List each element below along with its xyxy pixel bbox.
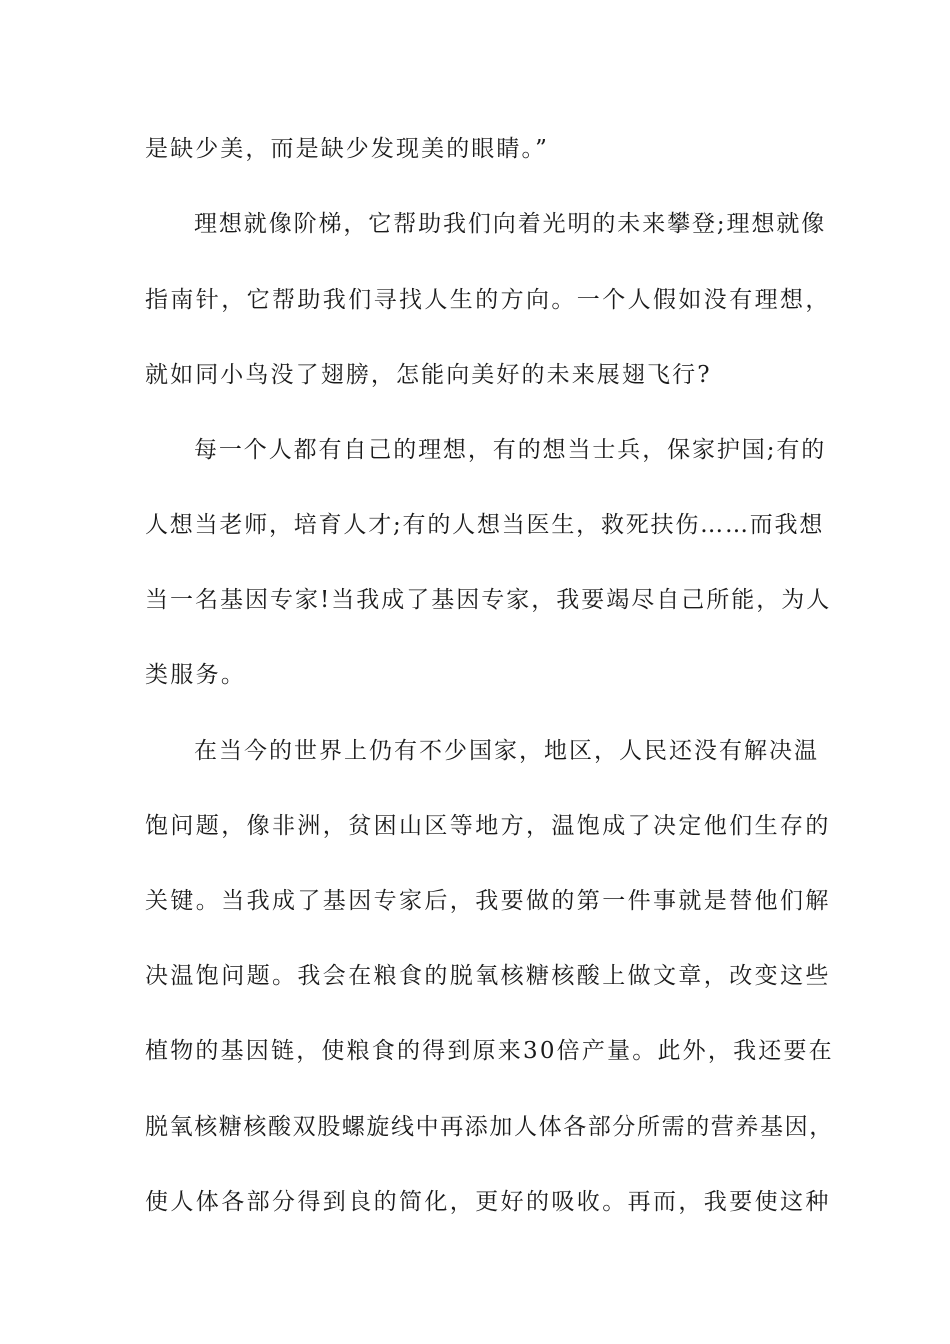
text-line: 就如同小鸟没了翅膀，怎能向美好的未来展翅飞行? [145, 362, 712, 388]
text-line: 当一名基因专家!当我成了基因专家，我要竭尽自己所能，为人 [145, 587, 832, 613]
text-line: 是缺少美，而是缺少发现美的眼睛。” [145, 136, 549, 162]
text-line: 使人体各部分得到良的简化，更好的吸收。再而，我要使这种 [145, 1189, 831, 1215]
text-line: 脱氧核糖核酸双股螺旋线中再添加人体各部分所需的营养基因， [145, 1114, 834, 1140]
text-line: 在当今的世界上仍有不少国家，地区，人民还没有解决温 [194, 738, 819, 764]
text-line: 决温饱问题。我会在粮食的脱氧核糖核酸上做文章，改变这些 [145, 963, 831, 989]
text-line: 理想就像阶梯，它帮助我们向着光明的未来攀登;理想就像 [194, 211, 827, 237]
text-line: 人想当老师，培育人才;有的人想当医生，救死扶伤……而我想 [145, 512, 825, 538]
text-line: 关键。当我成了基因专家后，我要做的第一件事就是替他们解 [145, 888, 831, 914]
text-line: 植物的基因链，使粮食的得到原来30倍产量。此外，我还要在 [145, 1038, 834, 1064]
text-line: 指南针，它帮助我们寻找人生的方向。一个人假如没有理想， [145, 287, 831, 313]
text-line: 每一个人都有自己的理想，有的想当士兵，保家护国;有的 [194, 437, 827, 463]
text-line: 饱问题，像非洲，贫困山区等地方，温饱成了决定他们生存的 [145, 813, 831, 839]
text-line: 类服务。 [145, 662, 247, 688]
